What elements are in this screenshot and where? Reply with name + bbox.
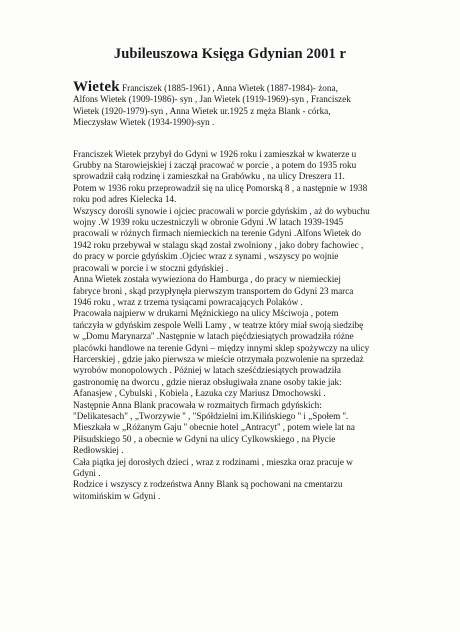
body-line: "Delikatesach" , „Tworzywie '' , "Spółdzielni im.Kilińskiego '' i „Społem ''. <box>73 410 349 421</box>
header-line: Wietek (1920-1979)-syn , Anna Wietek ur.1925 z męża Blank - córka, <box>73 105 331 116</box>
header-line <box>73 80 413 94</box>
body-line: sprowadził całą rodzinę i zamieszkał na Grabówku , na ulicy Dreszera 11. <box>73 171 345 182</box>
body-line: Mieszkała w „Różanym Gaju '' obecnie hotel „Antracyt'' , potem wiele lat na <box>73 422 355 433</box>
document-content <box>73 80 413 502</box>
family-surname: Wietek <box>73 79 120 95</box>
body-line: Potem w 1936 roku przeprowadził się na ulicę Pomorską 8 , a następnie w 1938 <box>73 182 368 193</box>
body-line: pracowali w porcie i w stoczni gdyńskiej . <box>73 262 229 273</box>
body-line: w „Domu Marynarza'' .Następnie w latach pięćdziesiątych prowadziła różne <box>73 331 354 342</box>
body-line: gastronomię na dworcu , gdzie nieraz obsługiwała znane osoby takie jak: <box>73 376 342 387</box>
body-line: 1942 roku przebywał w stalagu skąd został zwolniony , jako dobry fachowiec , <box>73 239 364 250</box>
body-line: Harcerskiej , gdzie jako pierwsza w mieście otrzymała pozwolenie na sprzedaż <box>73 353 364 364</box>
family-header-paragraph <box>73 80 413 129</box>
body-line: Następnie Anna Blank pracowała w rozmaitych firmach gdyńskich: <box>73 399 322 410</box>
body-line: Gdyni . <box>73 468 101 478</box>
body-line: do pracy w porcie gdyńskim .Ojciec wraz z synami , wszyscy po wojnie <box>73 251 339 262</box>
body-line: Cała piątka jej dorosłych dzieci , wraz z rodzinami , mieszka oraz pracuje w <box>73 456 353 467</box>
body-line: Afanasjew , Cybulski , Kobiela , Łazuka czy Mariusz Dmochowski . <box>73 388 326 399</box>
body-line: wojny .W 1939 roku uczestniczyli w obronie Gdyni .W latach 1939-1945 <box>73 217 344 228</box>
body-line: fabryce broni , skąd przypłynęła pierwszym transportem do Gdyni 23 marca <box>73 285 354 296</box>
header-line: Mieczysław Wietek (1934-1990)-syn . <box>73 117 215 128</box>
body-line: Wszyscy dorośli synowie i ojciec pracowali w porcie gdyńskim , aż do wybuchu <box>73 205 370 216</box>
header-line-text: Franciszek (1885-1961) , Anna Wietek (1887-1984)- żona, <box>119 83 338 93</box>
body-line: roku pod adres Kielecka 14. <box>73 194 177 205</box>
body-line: wyrobów monopolowych . Później w latach sześćdziesiątych prowadziła <box>73 365 341 376</box>
body-line: Redłowskiej . <box>73 445 124 456</box>
body-line: Pracowała najpierw w drukarni Męźnickiego na ulicy Mściwoja , potem <box>73 308 339 319</box>
body-line: Grubby na Starowiejskiej i zaczął pracować w porcie , a potem do 1935 roku <box>73 160 357 171</box>
document-title: Jubileuszowa Księga Gdynian 2001 r <box>113 46 347 62</box>
body-line: 1946 roku , wraz z trzema tysiącami powracających Polaków . <box>73 296 303 307</box>
body-line: Anna Wietek została wywieziona do Hamburga , do pracy w niemieckiej <box>73 274 341 285</box>
body-line: Franciszek Wietek przybył do Gdyni w 1926 roku i zamieszkał w kwaterze u <box>73 148 357 159</box>
family-history-body <box>73 149 413 503</box>
body-line: placówki handlowe na terenie Gdyni – między innymi sklep spożywczy na ulicy <box>73 342 370 353</box>
body-line: witomińskim w Gdyni . <box>73 490 161 501</box>
header-line: Alfons Wietek (1909-1986)- syn , Jan Wietek (1919-1969)-syn , Franciszek <box>73 94 351 105</box>
body-line: tańczyła w gdyńskim zespole Welli Lamy , w teatrze który miał swoją siedzibę <box>73 319 364 330</box>
body-line: Rodzice i wszyscy z rodzeństwa Anny Blank są pochowani na cmentarzu <box>73 479 343 490</box>
body-line: pracowali w różnych firmach niemieckich na terenie Gdyni .Alfons Wietek do <box>73 228 361 239</box>
body-line: Piłsudskiego 50 , a obecnie w Gdyni na ulicy Cylkowskiego , na Płycie <box>73 433 336 444</box>
